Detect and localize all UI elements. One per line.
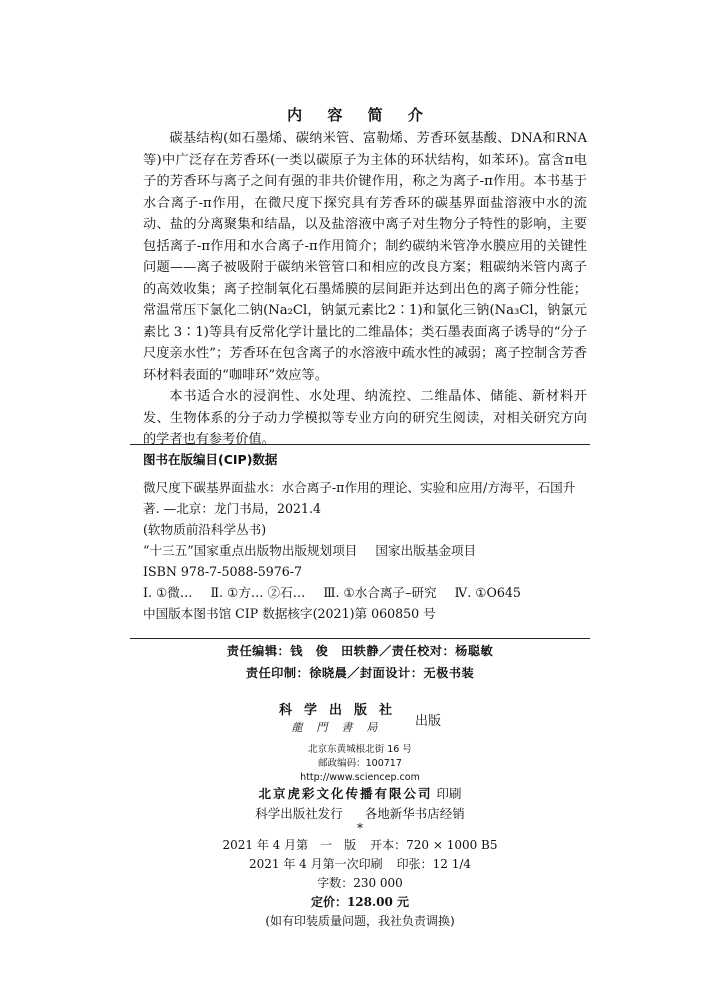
print-date: 2021 年 4 月第一次印刷: [248, 857, 383, 871]
cip-main-entry: 微尺度下碳基界面盐水：水合离子-π作用的理论、实验和应用/方海平，石国升著. —北京：龙门书局，2021.4: [143, 480, 576, 516]
printer-name: 北京虎彩文化传播有限公司: [258, 786, 433, 801]
summary-paragraph-2: 本书适合水的浸润性、水处理、纳流控、二维晶体、储能、新材料开发、生物体系的分子动力学模拟等专业方向的研究生阅读，对相关研究方向的学者也有参考价值。: [143, 389, 587, 447]
content-summary: [143, 128, 587, 451]
publisher-address: 北京东黄城根北街 16 号: [308, 744, 412, 755]
word-count: 字数：230 000: [317, 876, 403, 890]
cip-class-1: Ⅰ. ①微…: [143, 585, 193, 600]
credits-line-1: 责任编辑：钱 俊 田轶静／责任校对：杨聪敏: [226, 644, 494, 658]
cip-isbn: ISBN 978-7-5088-5976-7: [143, 564, 303, 579]
cip-class-2: Ⅱ. ①方… ②石…: [210, 585, 306, 600]
publisher-contact: [0, 743, 720, 785]
edition-row-2: [0, 855, 720, 874]
cip-class-3: Ⅲ. ①水合离子–研究: [323, 585, 437, 600]
cip-series: (软物质前沿科学丛书): [143, 522, 267, 537]
print-sheets: 印张：12 1/4: [396, 857, 472, 871]
cip-project-b: 国家出版基金项目: [375, 543, 477, 558]
cip-number: 中国版本图书馆 CIP 数据核字(2021)第 060850 号: [143, 606, 436, 621]
cip-project-a: “十三五”国家重点出版物出版规划项目: [143, 543, 358, 558]
publisher-website: http://www.sciencep.com: [300, 772, 420, 783]
cip-projects: [143, 540, 589, 561]
price: 定价：128.00 元: [310, 895, 410, 909]
page-title: 内 容 简 介: [287, 106, 433, 124]
sellers: 各地新华书店经销: [364, 806, 465, 821]
publisher-logo: [279, 702, 404, 736]
credits: [0, 640, 720, 684]
edition-row-1: [0, 836, 720, 855]
credits-line-2: 责任印制：徐晓晨／封面设计：无极书装: [245, 666, 475, 680]
publisher-suffix: 出版: [415, 713, 442, 729]
printer-block: [0, 784, 720, 824]
quality-note: (如有印装质量问题，我社负责调换): [265, 914, 455, 928]
publisher-logo-line-2: 龍門書局: [291, 721, 392, 734]
edition-block: [0, 836, 720, 931]
cip-class-4: Ⅳ. ①O645: [454, 585, 521, 600]
cip-heading: 图书在版编目(CIP)数据: [143, 452, 278, 467]
distributor: 科学出版社发行: [255, 806, 343, 821]
edition-date: 2021 年 4 月第 一 版: [222, 838, 357, 852]
summary-paragraph-1: 碳基结构(如石墨烯、碳纳米管、富勒烯、芳香环氨基酸、DNA和RNA等)中广泛存在芳香环(一类以碳原子为主体的环状结构，如苯环)。富含π电子的芳香环与离子之间有强的非共价键作用，称之为离子-π作用。本书基于水合离子-π作用，在微尺度下探究具有芳香环的碳基界面盐溶液中水的流动、盐的分离聚集和结晶，以及盐溶液中离子对生物分子特性的影响，主要包括离子-π作用和水合离子-π作用简介；制约碳纳米管净水膜应用的关键性问题——离子被吸附于碳纳米管管口和相应的改良方案；粗碳纳米管内离子的高效收集；离子控制氧化石墨烯膜的层间距并达到出色的离子筛分性能；常温常压下氯化二钠(Na₂Cl，钠氯元素比2∶1)和氯化三钠(Na₃Cl，钠氯元素比 3∶1)等具有反常化学计量比的二维晶体；类石墨表面离子诱导的“分子尺度亲水性”；芳香环在包含离子的水溶液中疏水性的减弱；离子控制含芳香环材料表面的“咖啡环”效应等。: [143, 131, 587, 383]
printer-suffix: 印刷: [436, 786, 462, 801]
divider-top: [130, 444, 590, 445]
cip-block: [143, 449, 589, 624]
printer-line: [0, 784, 720, 804]
divider-bottom: [130, 638, 590, 639]
publisher-postcode: 邮政编码：100717: [318, 758, 402, 769]
publisher-block: [0, 702, 720, 736]
separator-star: *: [357, 821, 363, 835]
publisher-logo-line-1: 科学出版社: [278, 703, 404, 718]
book-format: 开本：720 × 1000 B5: [370, 838, 498, 852]
cip-classification: [143, 582, 589, 603]
